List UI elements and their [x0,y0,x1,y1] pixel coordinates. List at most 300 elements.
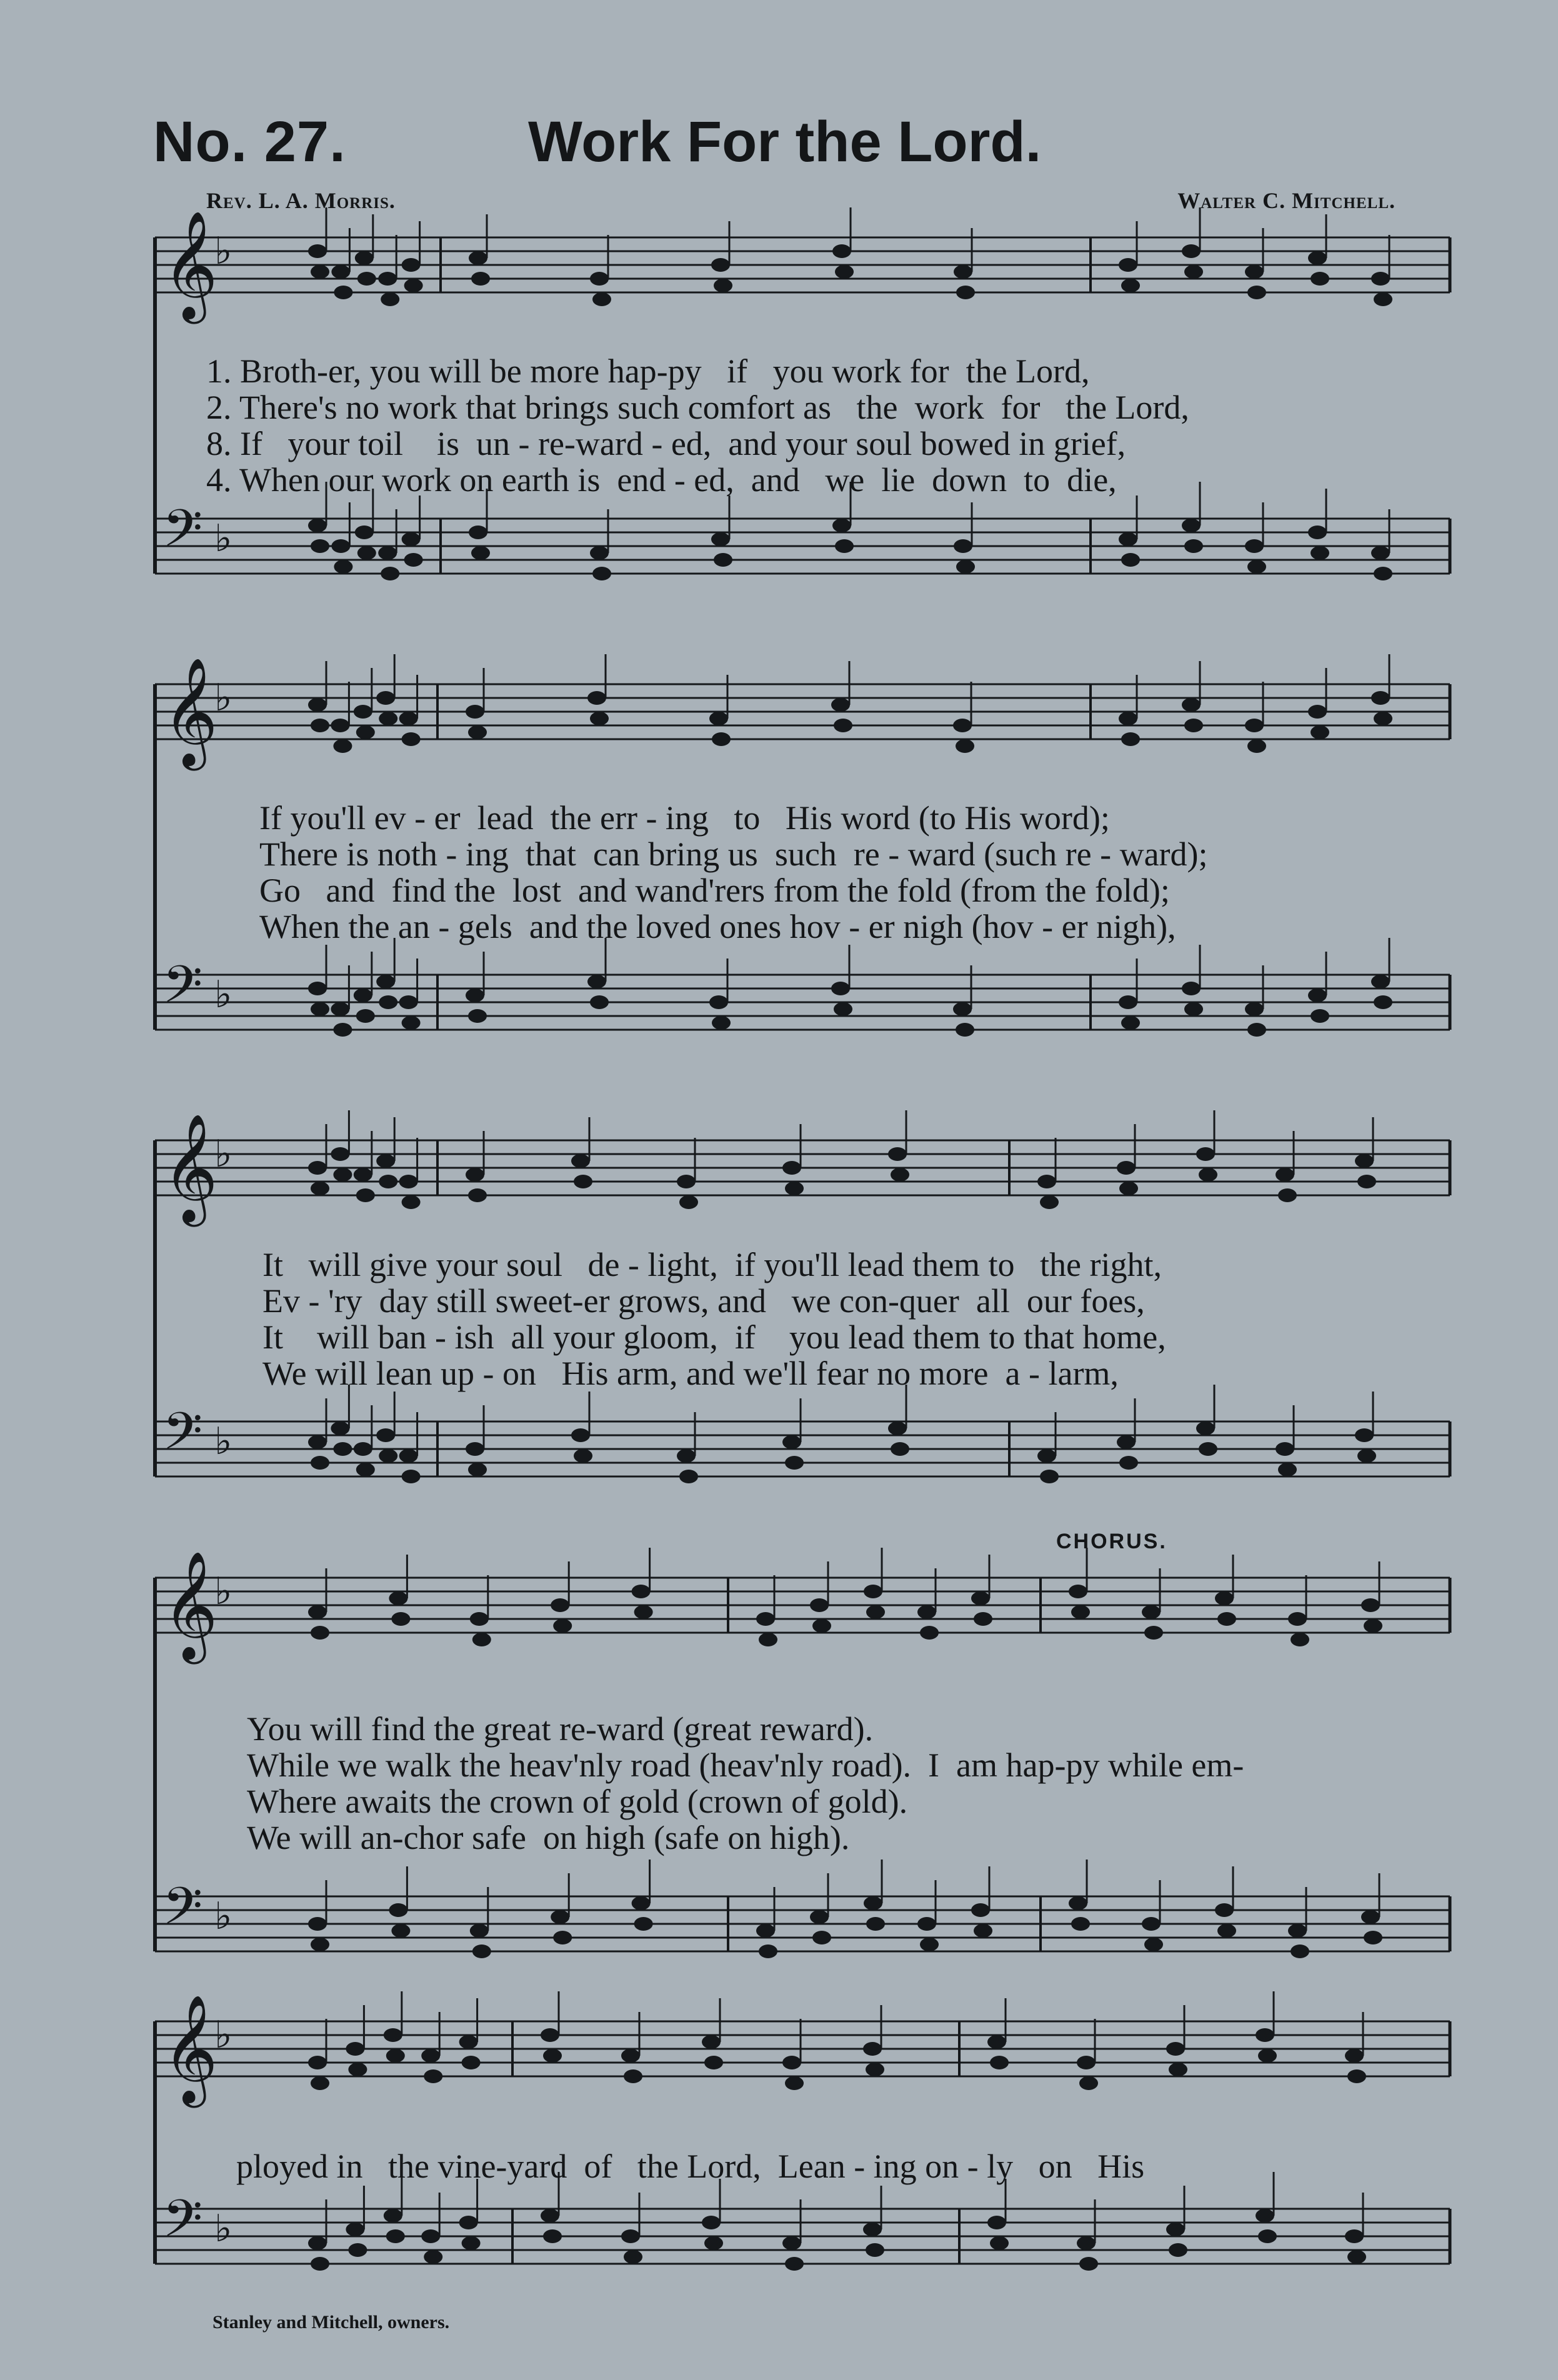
notehead [632,1585,651,1598]
notehead [331,265,350,279]
notehead [355,525,374,539]
notehead [334,286,352,299]
notehead [1347,2250,1366,2264]
notehead [971,1591,990,1605]
notehead [462,2236,481,2250]
notehead [987,2035,1006,2049]
notehead [1144,1938,1163,1951]
notehead [356,1009,375,1023]
bass-clef-icon: 𝄢 [162,498,203,571]
notehead [1278,1463,1297,1476]
notehead [402,532,421,546]
notehead [386,2229,405,2243]
notehead [1374,995,1392,1009]
notehead [1119,995,1137,1009]
notehead [391,1924,410,1938]
notehead [990,2236,1009,2250]
lyricist-credit: Rev. L. A. Morris. [206,188,396,213]
notehead [1291,1633,1309,1646]
lyric-line: It will ban - ish all your gloom, if you lead them to that home, [262,1318,1166,1356]
lyric-line: ployed in the vine-yard of the Lord, Lean - ing on - ly on His [236,2148,1145,2185]
notehead [711,532,730,546]
lyric-line: If you'll ev - er lead the err - ing to His word (to His word); [259,799,1110,837]
notehead [891,1168,909,1182]
notehead [391,1612,410,1626]
notehead [1247,286,1266,299]
notehead [1345,2229,1364,2243]
notehead [831,982,850,995]
notehead [1199,1442,1217,1456]
notehead [587,975,606,988]
lyric-line: Where awaits the crown of gold (crown of gold). [247,1783,908,1820]
notehead [1308,705,1327,719]
notehead [346,2223,364,2236]
notehead [466,988,484,1002]
notehead [331,1422,349,1435]
composer-credit: Walter C. Mitchell. [1177,188,1396,213]
notehead [1169,2243,1187,2257]
notehead [832,244,851,258]
treble-clef-icon: 𝄞 [162,1551,218,1660]
notehead [1288,1612,1307,1626]
notehead [1182,982,1201,995]
notehead [354,705,372,719]
lyric-line: 8. If your toil is un - re-ward - ed, and your soul bowed in grief, [206,425,1126,462]
flat-sign-icon: ♭ [214,1570,232,1613]
notehead [866,2243,884,2257]
notehead [1371,975,1390,988]
notehead [468,725,487,739]
notehead [785,2257,804,2271]
notehead [311,1182,329,1195]
notehead [1355,1154,1374,1168]
notehead [402,1195,421,1209]
bass-clef-icon: 𝄢 [162,1401,203,1474]
lyric-line: We will an-chor safe on high (safe on high). [247,1819,850,1856]
notehead [1247,739,1266,753]
notehead [378,272,397,286]
notehead [1117,1435,1136,1449]
notehead [1037,1449,1056,1463]
notehead [1371,546,1390,560]
notehead [1374,292,1392,306]
notehead [553,1931,572,1944]
notehead [1361,1910,1380,1924]
notehead [1311,1009,1329,1023]
notehead [471,546,490,560]
treble-clef-icon: 𝄞 [162,1994,218,2103]
notehead [1345,2049,1364,2063]
notehead [1196,1422,1215,1435]
notehead [379,1175,397,1188]
notehead [810,1598,829,1612]
notehead [354,988,372,1002]
notehead [1374,567,1392,580]
notehead [356,1463,375,1476]
lyric-line: 2. There's no work that brings such comfort as the work for the Lord, [206,389,1189,426]
notehead [1040,1470,1059,1483]
notehead [384,2028,402,2042]
notehead [1308,525,1327,539]
notehead [468,1188,487,1202]
notehead [590,995,609,1009]
notehead [974,1612,992,1626]
notehead [376,1428,395,1442]
notehead [1311,725,1329,739]
notehead [891,1442,909,1456]
notehead [1276,1168,1294,1182]
notehead [1371,272,1390,286]
notehead [1119,532,1137,546]
notehead [592,292,611,306]
notehead [472,1633,491,1646]
notehead [634,1605,653,1619]
notehead [470,1924,489,1938]
chorus-label: CHORUS. [1056,1530,1167,1553]
notehead [1291,1944,1309,1958]
notehead [953,719,972,732]
notehead [468,1463,487,1476]
notehead [574,1449,592,1463]
notehead [953,1002,972,1016]
lyric-line: Ev - 'ry day still sweet-er grows, and we con-quer all our foes, [262,1282,1145,1320]
notehead [1144,1626,1163,1640]
notehead [714,279,732,292]
notehead [1069,1896,1087,1910]
notehead [1121,279,1140,292]
notehead [356,725,375,739]
notehead [714,553,732,567]
notehead [468,1009,487,1023]
notehead [956,286,975,299]
lyric-line: While we walk the heav'nly road (heav'nly road). I am hap-py while em- [247,1746,1244,1784]
notehead [402,1016,421,1030]
notehead [381,292,399,306]
flat-sign-icon: ♭ [214,1895,232,1938]
notehead [1069,1585,1087,1598]
notehead [632,1896,651,1910]
notehead [1364,1619,1382,1633]
notehead [1308,251,1327,265]
notehead [1182,244,1201,258]
notehead [1119,1456,1138,1470]
lyric-line: 1. Broth-er, you will be more hap-py if you work for the Lord, [206,352,1090,390]
notehead [404,553,423,567]
notehead [571,1154,590,1168]
notehead [709,712,728,725]
notehead [634,1917,653,1931]
notehead [1374,712,1392,725]
notehead [785,1182,804,1195]
notehead [574,1175,592,1188]
notehead [954,539,972,553]
hymn-title: Work For the Lord. [528,110,1042,174]
lyrics-system-3 [262,1247,1512,1392]
notehead [1079,2257,1098,2271]
bass-clef-icon: 𝄢 [162,2188,203,2261]
flat-sign-icon: ♭ [214,2013,232,2057]
notehead [354,1168,372,1182]
notehead [1245,719,1264,732]
notehead [587,691,606,705]
flat-sign-icon: ♭ [214,229,232,273]
notehead [1247,560,1266,574]
notehead [308,2056,327,2069]
notehead [421,2229,440,2243]
notehead [1071,1605,1090,1619]
notehead [1215,1903,1234,1917]
notehead [466,1442,484,1456]
notehead [331,719,349,732]
notehead [399,1449,418,1463]
notehead [917,1605,936,1619]
flat-sign-icon: ♭ [214,517,232,560]
lyrics-system-5 [236,2148,1486,2184]
notehead [381,567,399,580]
notehead [331,1002,349,1016]
notehead [1357,1449,1376,1463]
notehead [956,560,975,574]
notehead [592,567,611,580]
notehead [551,1598,569,1612]
notehead [1037,1175,1056,1188]
notehead [399,1175,418,1188]
notehead [782,1161,801,1175]
notehead [466,1168,484,1182]
notehead [389,1591,407,1605]
notehead [311,265,329,279]
notehead [1184,539,1203,553]
notehead [402,732,421,746]
notehead [782,2236,801,2250]
notehead [311,2076,329,2090]
notehead [1245,1002,1264,1016]
notehead [759,1633,777,1646]
notehead [956,739,974,753]
bass-clef-icon: 𝄢 [162,1876,203,1949]
notehead [308,1605,327,1619]
notehead [866,1605,885,1619]
notehead [1184,719,1203,732]
notehead [835,265,854,279]
notehead [1256,2209,1274,2223]
notehead [1040,1195,1059,1209]
notehead [1117,1161,1136,1175]
lyric-line: It will give your soul de - light, if you'll lead them to the right, [262,1246,1162,1283]
notehead [308,698,327,712]
notehead [1196,1147,1215,1161]
notehead [621,2049,640,2063]
lyric-line: You will find the great re-ward (great reward). [247,1710,874,1748]
notehead [379,712,397,725]
notehead [712,732,731,746]
notehead [355,251,374,265]
lyric-line: When the an - gels and the loved ones hov - er nigh (hov - er nigh), [259,908,1176,945]
notehead [333,1023,352,1037]
notehead [311,1626,329,1640]
notehead [308,982,327,995]
notehead [866,2063,884,2076]
notehead [459,2216,478,2229]
notehead [1166,2223,1185,2236]
notehead [308,1161,327,1175]
notehead [384,2209,402,2223]
notehead [399,712,418,725]
notehead [863,2042,882,2056]
notehead [1182,698,1201,712]
notehead [864,1585,882,1598]
notehead [1288,1924,1307,1938]
notehead [331,539,350,553]
notehead [469,525,487,539]
notehead [785,2076,804,2090]
notehead [399,995,418,1009]
notehead [782,2056,801,2069]
notehead [543,2229,562,2243]
notehead [553,1619,572,1633]
notehead [971,1903,990,1917]
notehead [677,1449,696,1463]
notehead [1182,519,1201,532]
notehead [1357,1175,1376,1188]
notehead [376,975,395,988]
notehead [459,2035,478,2049]
notehead [888,1147,907,1161]
notehead [756,1924,775,1938]
notehead [1245,265,1264,279]
notehead [1119,258,1137,272]
notehead [311,719,329,732]
notehead [864,1896,882,1910]
notehead [378,546,397,560]
notehead [1119,712,1137,725]
notehead [1199,1168,1217,1182]
notehead [543,2049,562,2063]
notehead [376,691,395,705]
notehead [812,1619,831,1633]
notehead [712,1016,731,1030]
notehead [679,1195,698,1209]
notehead [1079,2076,1098,2090]
notehead [1121,553,1140,567]
flat-sign-icon: ♭ [214,676,232,720]
notehead [1361,1598,1380,1612]
notehead [1121,732,1140,746]
notehead [1245,539,1264,553]
lyric-line: 4. When our work on earth is end - ed, and we lie down to die, [206,461,1117,499]
notehead [677,1175,696,1188]
notehead [1215,1591,1234,1605]
lyric-line: Go and find the lost and wand'rers from the fold (from the fold); [259,872,1170,909]
notehead [1256,2028,1274,2042]
notehead [386,2049,405,2063]
notehead [832,519,851,532]
notehead [308,244,327,258]
notehead [1311,546,1329,560]
notehead [311,539,329,553]
flat-sign-icon: ♭ [214,2207,232,2251]
notehead [1247,1023,1266,1037]
notehead [402,258,421,272]
notehead [679,1470,698,1483]
notehead [590,546,609,560]
notehead [709,995,728,1009]
notehead [702,2035,721,2049]
notehead [311,2257,329,2271]
notehead [357,546,376,560]
notehead [621,2229,640,2243]
notehead [421,2049,440,2063]
notehead [1166,2042,1185,2056]
notehead [311,1002,329,1016]
notehead [1071,1917,1090,1931]
notehead [308,2236,327,2250]
notehead [466,705,484,719]
notehead [333,1168,352,1182]
notehead [311,1456,329,1470]
notehead [1184,265,1203,279]
treble-clef-icon: 𝄞 [162,1113,218,1222]
notehead [1217,1612,1236,1626]
flat-sign-icon: ♭ [214,1420,232,1463]
notehead [469,251,487,265]
notehead [470,1612,489,1626]
notehead [571,1428,590,1442]
lyrics-system-1 [206,353,1456,498]
notehead [812,1931,831,1944]
notehead [334,560,352,574]
lyrics-system-2 [259,800,1509,945]
notehead [1077,2056,1096,2069]
notehead [424,2250,442,2264]
notehead [402,1470,421,1483]
notehead [756,1612,775,1626]
notehead [1142,1917,1161,1931]
notehead [1184,1002,1203,1016]
notehead [974,1924,992,1938]
notehead [333,1442,352,1456]
notehead [462,2056,481,2069]
notehead [404,279,423,292]
notehead [308,1435,327,1449]
notehead [1355,1428,1374,1442]
notehead [954,265,972,279]
notehead [376,1154,395,1168]
notehead [471,272,490,286]
copyright-footer: Stanley and Mitchell, owners. [212,2312,450,2333]
notehead [624,2069,642,2083]
flat-sign-icon: ♭ [214,1132,232,1176]
notehead [472,1944,491,1958]
notehead [333,739,352,753]
notehead [348,2243,367,2257]
notehead [920,1938,939,1951]
notehead [1169,2063,1187,2076]
notehead [1121,1016,1140,1030]
notehead [348,2063,367,2076]
notehead [1276,1442,1294,1456]
notehead [1077,2236,1096,2250]
notehead [311,1938,329,1951]
notehead [956,1023,974,1037]
notehead [346,2042,364,2056]
notehead [1347,2069,1366,2083]
notehead [1142,1605,1161,1619]
notehead [308,519,327,532]
notehead [1311,272,1329,286]
notehead [541,2209,559,2223]
notehead [354,1442,372,1456]
